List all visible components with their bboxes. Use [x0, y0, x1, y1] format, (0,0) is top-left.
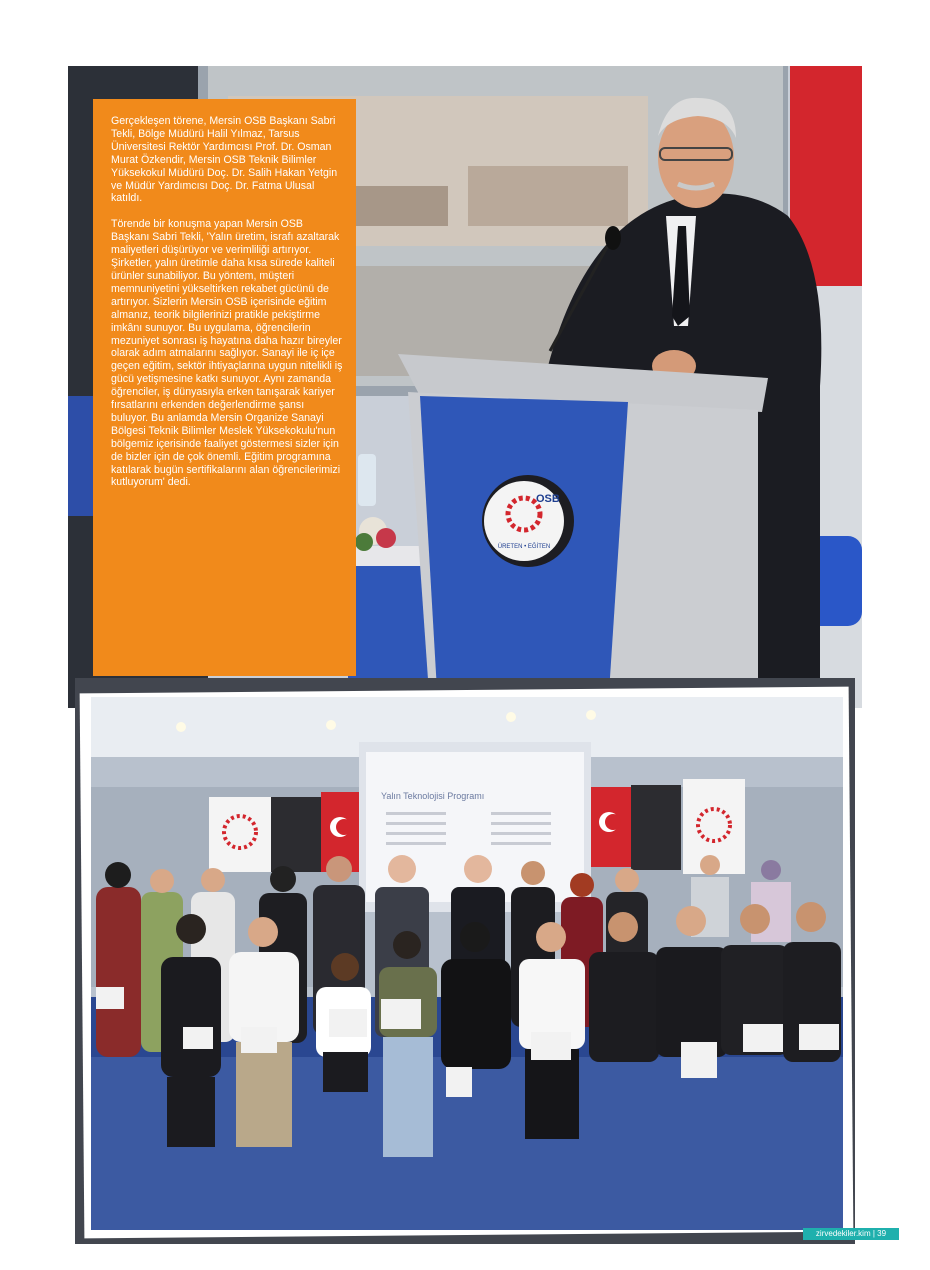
page-footer [803, 1228, 899, 1240]
article-paragraph-2: Törende bir konuşma yapan Mersin OSB Başkanı Sabri Tekli, 'Yalın üretim, israfı azaltarak maliyetleri düşürüyor ve verimliliği artırıyor. Şirketler, yalın üretimle daha kısa sürede kaliteli ürünler sunabiliyor. Bu yöntem, müşteri memnuniyetini yükseltirken rekabet gücünü de artırıyor. Sizlerin Mersin OSB içerisinde eğitim almanız, teorik bilgilerinizi pratikle pekiştirme imkânı sunuyor. Bu uygulama, öğrencilerin mezuniyet sonrası iş hayatına daha hazır bireyler olarak adım atmalarını sağlıyor. Sanayi ile iç içe geçen eğitim, sektör ihtiyaçlarına uygun nitelikli iş gücü yetişmesine katkı sunuyor. Aynı zamanda öğrenciler, iş dünyasıyla erken tanışarak kariyer fırsatlarını erkenden değerlendirme şansı buluyor. Bu anlamda Mersin Organize Sanayi Bölgesi Teknik Bilimler Meslek Yüksekokulu'nun bölgemiz içerisinde faaliyet göstermesi sizler için de bizler için de çok önemli. Eğitim programına katılarak bugün sertifikalarını alan öğrencilerimizi kutluyorum' dedi. [111, 218, 343, 489]
podium-logo-top: OSB [536, 493, 560, 505]
article-text-box [93, 99, 356, 676]
footer-page-number: 39 [877, 1229, 887, 1238]
article-paragraph-1: Gerçekleşen törene, Mersin OSB Başkanı Sabri Tekli, Bölge Müdürü Halil Yılmaz, Tarsus Üniversitesi Rektör Yardımcısı Prof. Dr. Osman Murat Özkendir, Mersin OSB Teknik Bilimler Yüksekokul Müdürü Doç. Dr. Salih Hakan Yetgin ve Müdür Yardımcısı Doç. Dr. Fatma Ulusal katıldı. [111, 115, 338, 205]
footer-site: zirvedekiler.kim [815, 1229, 871, 1238]
screen-title: Yalın Teknolojisi Programı [381, 791, 485, 801]
podium-logo-bottom: ÜRETEN • EĞİTEN [497, 544, 551, 550]
group-photo [91, 697, 843, 1230]
footer-divider: | [872, 1229, 878, 1238]
